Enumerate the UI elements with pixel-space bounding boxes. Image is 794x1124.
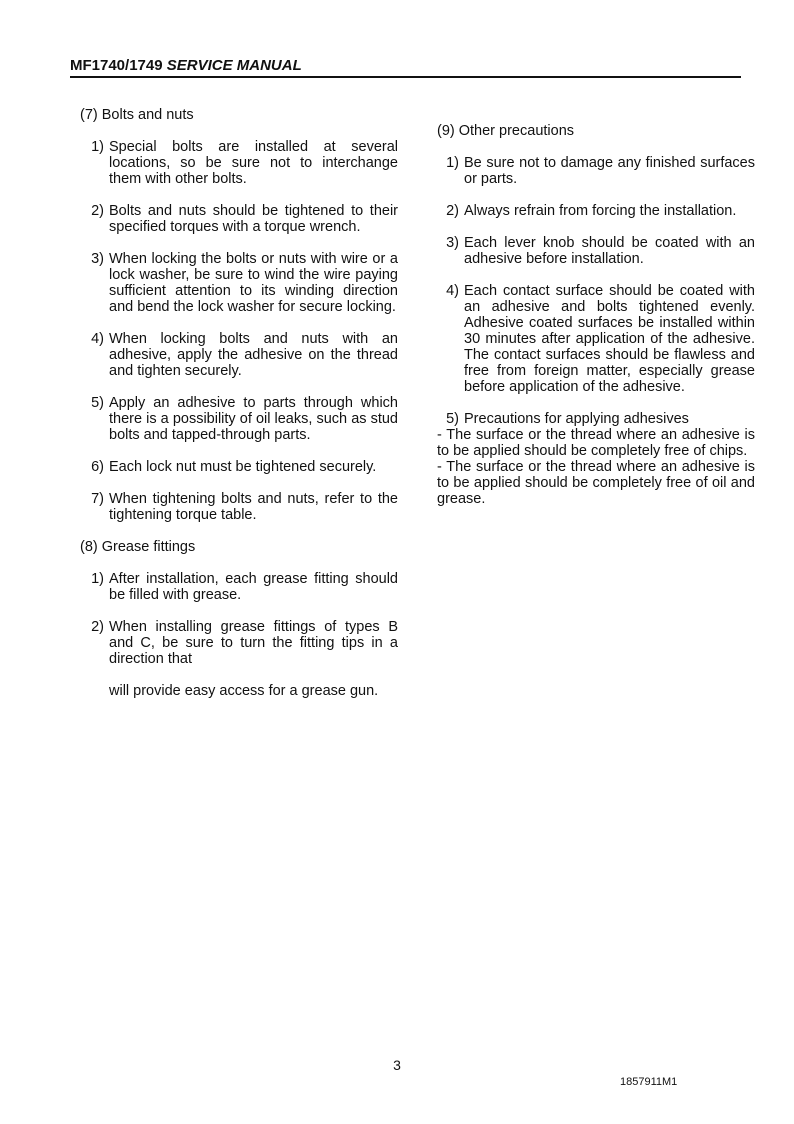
item-number: 4) <box>446 283 459 299</box>
list-item <box>437 411 755 427</box>
list-item <box>437 235 755 267</box>
list-item <box>437 203 755 219</box>
section-8-heading: (8) Grease fittings <box>80 539 196 555</box>
item-number: 7) <box>91 491 104 507</box>
right-column <box>437 123 755 507</box>
list-item <box>80 459 398 475</box>
item-text: When locking bolts and nuts with an adhesive, apply the adhesive on the thread and tighten securely. <box>109 331 398 379</box>
item-text: Special bolts are installed at several locations, so be sure not to interchange them with other bolts. <box>109 139 398 187</box>
section-9-heading: (9) Other precautions <box>437 123 575 139</box>
item-number: 5) <box>91 395 104 411</box>
item-number: 1) <box>446 155 459 171</box>
item-number: 3) <box>446 235 459 251</box>
list-item <box>80 395 398 443</box>
item-number: 5) <box>446 411 459 427</box>
item-text: When installing grease fittings of types B and C, be sure to turn the fitting tips in a direction that <box>109 619 398 667</box>
section-7-heading: (7) Bolts and nuts <box>80 107 194 123</box>
item-number: 1) <box>91 139 104 155</box>
list-item <box>80 251 398 315</box>
item-number: 2) <box>91 203 104 219</box>
list-item <box>437 283 755 395</box>
model-number: MF1740/1749 <box>70 57 163 74</box>
page-number: 3 <box>393 1057 401 1073</box>
list-item <box>80 331 398 379</box>
item-number: 6) <box>91 459 104 475</box>
item-text: Bolts and nuts should be tightened to their specified torques with a torque wrench. <box>109 203 398 235</box>
item-text: Each contact surface should be coated with an adhesive and bolts tightened evenly. Adhesive coated surfaces be installed within 30 minutes after application of the adhesive. The contact surfaces should be flawless and free from foreign matter, especially grease before application of the adhesive. <box>464 283 755 395</box>
document-id: 1857911M1 <box>620 1076 678 1088</box>
list-item <box>80 491 398 523</box>
item-text: Always refrain from forcing the installation. <box>464 203 737 219</box>
left-column <box>80 107 398 715</box>
item-number: 3) <box>91 251 104 267</box>
list-item <box>80 571 398 603</box>
item-continuation: will provide easy access for a grease gun. <box>109 683 379 699</box>
item-text: When locking the bolts or nuts with wire or a lock washer, be sure to wind the wire paying sufficient attention to its winding direction and bend the lock washer for secure locking. <box>109 251 398 315</box>
list-item <box>80 203 398 235</box>
item-text: Each lever knob should be coated with an adhesive before installation. <box>464 235 755 267</box>
item-text: Precautions for applying adhesives <box>464 411 689 427</box>
item-number: 2) <box>446 203 459 219</box>
item-number: 2) <box>91 619 104 635</box>
item-text: Each lock nut must be tightened securely. <box>109 459 377 475</box>
precaution-note: - The surface or the thread where an adhesive is to be applied should be completely free of chips. <box>437 427 755 459</box>
list-item <box>437 155 755 187</box>
item-text: After installation, each grease fitting should be filled with grease. <box>109 571 398 603</box>
list-item <box>80 139 398 187</box>
item-text: Be sure not to damage any finished surfaces or parts. <box>464 155 755 187</box>
list-item <box>80 619 398 667</box>
page-header <box>70 57 741 78</box>
precaution-note: - The surface or the thread where an adhesive is to be applied should be completely free of oil and grease. <box>437 459 755 507</box>
item-text: When tightening bolts and nuts, refer to the tightening torque table. <box>109 491 398 523</box>
item-text: Apply an adhesive to parts through which there is a possibility of oil leaks, such as stud bolts and tapped-through parts. <box>109 395 398 443</box>
item-number: 4) <box>91 331 104 347</box>
item-number: 1) <box>91 571 104 587</box>
manual-title: SERVICE MANUAL <box>166 57 302 74</box>
